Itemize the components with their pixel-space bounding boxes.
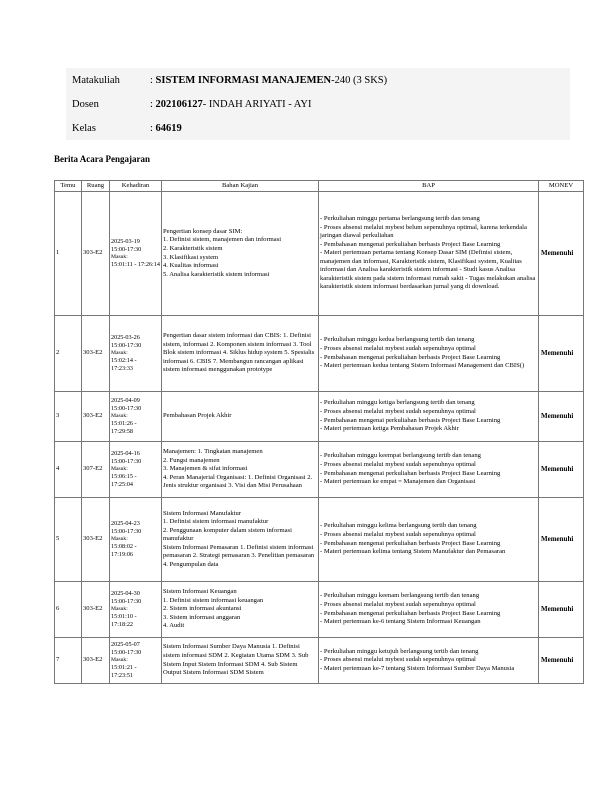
bahan-line: Sistem Informasi Sumber Daya Manusia 1. Definisi sistem informasi SDM 2. Kegiatan Utama SDM 3. Sub Sistem Input Sistem Informasi SDM 4. Sub Sistem Output Sistem Informasi SDM Sistem [163, 643, 309, 677]
bahan-line: Sistem Informasi Manufaktur [163, 509, 242, 517]
matakuliah-row [66, 68, 570, 92]
tanggal: 2025-03-19 [111, 238, 140, 246]
masuk-time: 15:02:14 - 17:23:33 [111, 357, 137, 373]
bap-cell [319, 498, 539, 582]
kehadiran-cell [110, 638, 162, 684]
masuk-label: Masuk: [111, 605, 128, 612]
bahan-line: 2. Fungsi manajemen [163, 456, 220, 464]
bahan-kajian-cell [162, 638, 319, 684]
bahan-line: 2. Sistem informasi akuntansi [163, 605, 242, 613]
kehadiran-cell [110, 582, 162, 638]
ruang-cell: 307-E2 [82, 442, 110, 498]
bap-line: - Perkuliahan minggu ketiga berlangsung tertib dan tenang [320, 399, 475, 407]
table-row [55, 192, 584, 316]
bahan-kajian-cell [162, 582, 319, 638]
tanggal: 2025-05-07 [111, 641, 140, 649]
kehadiran-cell [110, 392, 162, 442]
table-header-row [55, 181, 584, 192]
bap-line: - Materi pertemuan pertama tentang Konsep Dasar SIM (Definisi sistem, manajemen dan informasi, Karakteristik sistem, Klasifikasi system, Kualitas informasi dan Analisa karakteristik sistem informasi - Studi kasus Analisa karakteristik sistem pada sistem informasi rumah sakit - Tugas melakukan analisa karakteristik sistem informasi berdasarkan jurnal yang di download. [320, 249, 536, 291]
kehadiran-cell [110, 442, 162, 498]
bahan-line: Sistem Informasi Pemasaran 1. Definisi sistem informasi pemasaran 2. Strategi pemasaran 3. Penelitian pemasaran 4. Pengumpulan data [163, 543, 315, 568]
bahan-line: 4. Audit [163, 622, 185, 630]
header-bahan-kajian: Bahan Kajian [162, 181, 319, 192]
bap-line: - Perkuliahan minggu keenam berlangsung tertib dan tenang [320, 592, 480, 600]
bahan-line: 5. Analisa karakteristik sistem informasi [163, 270, 270, 278]
masuk-label: Masuk: [111, 412, 128, 419]
course-info-panel [66, 68, 570, 140]
temu-cell: 2 [55, 316, 82, 392]
bap-line: - Materi pertemuan ke-7 tentang Sistem Informasi Sumber Daya Manusia [320, 664, 515, 672]
bap-line: - Proses absensi melalui mybest sudah sepenuhnya optimal [320, 530, 476, 538]
kelas-label: Kelas [72, 122, 96, 134]
jam: 15:00-17:30 [111, 648, 142, 656]
ruang-cell: 303-E2 [82, 192, 110, 316]
masuk-time: 15:01:10 - 17:18:22 [111, 613, 137, 629]
tanggal: 2025-04-16 [111, 450, 140, 458]
bap-line: - Perkuliahan minggu keempat berlangsung tertib dan tenang [320, 452, 481, 460]
bahan-kajian-cell [162, 316, 319, 392]
temu-cell: 7 [55, 638, 82, 684]
masuk-label: Masuk: [111, 656, 128, 663]
kelas-value: : 64619 [150, 122, 182, 134]
masuk-label: Masuk: [111, 349, 128, 356]
dosen-value: : 202106127- INDAH ARIYATI - AYI [150, 98, 312, 110]
masuk-time: 15:01:11 - 17:26:14 [111, 261, 160, 269]
bap-line: - Perkuliahan minggu kedua berlangsung tertib dan tenang [320, 336, 475, 344]
kehadiran-cell [110, 498, 162, 582]
bahan-line: Pembahasan Projek Akhir [163, 412, 232, 420]
bap-cell [319, 638, 539, 684]
bap-line: - Materi pertemuan kelima tentang Sistem Manufaktur dan Pemasaran [320, 548, 506, 556]
jam: 15:00-17:30 [111, 597, 142, 605]
header-temu: Temu [55, 181, 82, 192]
masuk-label: Masuk: [111, 535, 128, 542]
kehadiran-cell [110, 316, 162, 392]
header-ruang: Ruang [82, 181, 110, 192]
temu-cell: 6 [55, 582, 82, 638]
bahan-kajian-cell [162, 442, 319, 498]
ruang-cell: 303-E2 [82, 582, 110, 638]
kehadiran-cell [110, 192, 162, 316]
bahan-line: 1. Definisi sistem informasi manufaktur [163, 518, 269, 526]
kelas-row [66, 116, 570, 140]
jam: 15:00-17:30 [111, 457, 142, 465]
temu-cell: 5 [55, 498, 82, 582]
bap-line: - Pembahasan mengenai perkuliahan berbasis Project Base Learning [320, 469, 501, 477]
bap-line: - Proses absensi melalui mybest sudah sepenuhnya optimal [320, 407, 476, 415]
temu-cell: 3 [55, 392, 82, 442]
matakuliah-label: Matakuliah [72, 74, 120, 86]
monev-cell: Memenuhi [539, 638, 584, 684]
jam: 15:00-17:30 [111, 341, 142, 349]
bap-line: - Pembahasan mengenai perkuliahan berbasis Project Base Learning [320, 416, 501, 424]
bap-line: - Materi pertemuan kedua tentang Sistem Informasi Management dan CBIS() [320, 362, 525, 370]
ruang-cell: 303-E2 [82, 638, 110, 684]
masuk-time: 15:06:15 - 17:25:04 [111, 473, 137, 489]
ruang-cell: 303-E2 [82, 392, 110, 442]
bahan-line: 3. Klasifikasi system [163, 253, 219, 261]
monev-cell: Memenuhi [539, 582, 584, 638]
bahan-kajian-cell [162, 192, 319, 316]
bap-line: - Proses absensi melalui mybest sudah sepenuhnya optimal [320, 600, 476, 608]
monev-cell: Memenuhi [539, 442, 584, 498]
bahan-line: 1. Definisi sistem, manajemen dan informasi [163, 236, 282, 244]
bahan-line: 4. Peran Manajerial Organisasi: 1. Definisi Organisasi 2. Jenis struktur organisasi 3. Visi dan Misi Perusahaan [163, 473, 313, 490]
dosen-row [66, 92, 570, 116]
bap-line: - Perkuliahan minggu pertama berlangsung tertib dan tenang [320, 214, 480, 222]
bahan-line: 3. Sistem informasi anggaran [163, 613, 241, 621]
jam: 15:00-17:30 [111, 527, 142, 535]
bahan-line: 1. Definisi sistem informasi keuangan [163, 596, 264, 604]
bahan-line: 4. Kualitas informasi [163, 262, 219, 270]
temu-cell: 1 [55, 192, 82, 316]
ruang-cell: 303-E2 [82, 498, 110, 582]
bap-line: - Pembahasan mengenai perkuliahan berbasis Project Base Learning [320, 539, 501, 547]
bap-cell [319, 582, 539, 638]
bap-line: - Perkuliahan minggu ketujuh berlangsung tertib dan tenang [320, 647, 479, 655]
bap-cell [319, 442, 539, 498]
jam: 15:00-17:30 [111, 245, 142, 253]
monev-cell: Memenuhi [539, 498, 584, 582]
header-monev: MONEV [539, 181, 584, 192]
masuk-time: 15:01:26 - 17:29:58 [111, 420, 137, 436]
bap-line: - Proses absensi melalui mybest belum sepenuhnya optimal, karena terkendala jaringan diawal perkuliahan [320, 223, 527, 240]
masuk-label: Masuk: [111, 253, 128, 260]
jam: 15:00-17:30 [111, 404, 142, 412]
table-row [55, 582, 584, 638]
temu-cell: 4 [55, 442, 82, 498]
bap-cell [319, 192, 539, 316]
table-row [55, 316, 584, 392]
masuk-time: 15:08:02 - 17:19:06 [111, 543, 137, 559]
tanggal: 2025-04-30 [111, 590, 140, 598]
bahan-line: 2. Penggunaan komputer dalam sistem informasi manufaktur [163, 526, 292, 543]
bahan-line: Sistem Informasi Keuangan [163, 588, 237, 596]
table-row [55, 442, 584, 498]
section-title: Berita Acara Pengajaran [54, 154, 150, 164]
monev-cell: Memenuhi [539, 316, 584, 392]
bap-line: - Proses absensi melalui mybest sudah sepenuhnya optimal [320, 656, 476, 664]
bahan-line: Pengertian dasar sistem informasi dan CBIS: 1. Definisi sistem, informasi 2. Komponen sistem informasi 3. Tool Blok sistem informasi 4. Siklus hidup system 5. Spesialis informasi 6. CBIS 7. Membangun rancangan aplikasi sistem informasi menggunakan prototype [163, 332, 315, 374]
monev-cell: Memenuhi [539, 192, 584, 316]
bap-line: - Pembahasan mengenai perkuliahan berbasis Project Base Learning [320, 353, 501, 361]
bahan-line: Pengertian konsep dasar SIM: [163, 227, 243, 235]
tanggal: 2025-04-23 [111, 520, 140, 528]
tanggal: 2025-03-26 [111, 334, 140, 342]
masuk-time: 15:01:21 - 17:23:51 [111, 664, 137, 680]
matakuliah-value: : SISTEM INFORMASI MANAJEMEN-240 (3 SKS) [150, 74, 388, 86]
dosen-label: Dosen [72, 98, 99, 110]
table-row [55, 638, 584, 684]
bap-line: - Materi pertemuan ke-6 tentang Sistem Informasi Keuangan [320, 618, 481, 626]
bap-cell [319, 392, 539, 442]
header-bap: BAP [319, 181, 539, 192]
masuk-label: Masuk: [111, 465, 128, 472]
bap-line: - Pembahasan mengenai perkuliahan berbasis Project Base Learning [320, 240, 501, 248]
bahan-line: 2. Karakteristik sistem [163, 244, 223, 252]
bap-cell [319, 316, 539, 392]
table-row [55, 498, 584, 582]
bap-line: - Proses absensi melalui mybest sudah sepenuhnya optimal [320, 344, 476, 352]
tanggal: 2025-04-09 [111, 397, 140, 405]
bap-line: - Proses absensi melalui mybest sudah sepenuhnya optimal [320, 460, 476, 468]
ruang-cell: 303-E2 [82, 316, 110, 392]
bap-line: - Materi pertemuan ketiga Pembahasan Projek Akhir [320, 425, 459, 433]
bahan-line: 3. Manajemen & sifat informasi [163, 465, 248, 473]
bap-line: - Perkuliahan minggu kelima berlangsung tertib dan tenang [320, 522, 477, 530]
bap-line: - Pembahasan mengenai perkuliahan berbasis Project Base Learning [320, 609, 501, 617]
bap-line: - Materi pertemuan ke empat = Manajemen dan Organisasi [320, 478, 476, 486]
monev-cell: Memenuhi [539, 392, 584, 442]
bahan-kajian-cell [162, 498, 319, 582]
header-kehadiran: Kehadiran [110, 181, 162, 192]
bap-table [54, 180, 584, 684]
bahan-kajian-cell [162, 392, 319, 442]
bahan-line: Manajemen: 1. Tingkatan manajemen [163, 448, 263, 456]
table-row [55, 392, 584, 442]
